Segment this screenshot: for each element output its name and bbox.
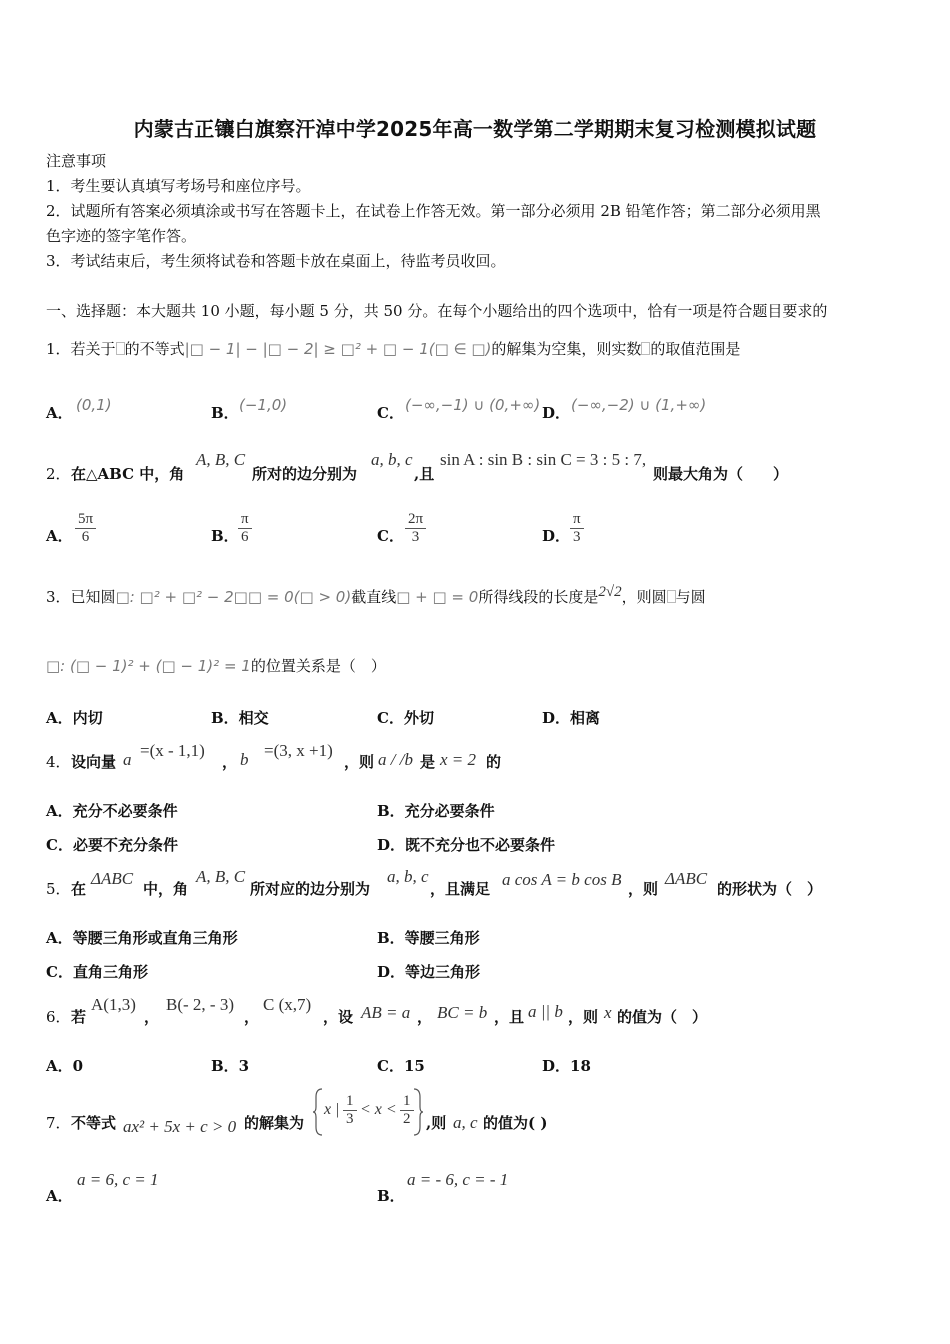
- question-text: ，则圆: [621, 588, 667, 606]
- question-7-text: 不等式: [71, 1114, 117, 1132]
- notice-item-2: 2．试题所有答案必须填涂或书写在答题卡上，在试卷上作答无效。第一部分必须用 2B 铅笔作答；第二部分必须用黑: [46, 202, 821, 220]
- inequality-formula: ax² + 5x + c > 0: [123, 1117, 237, 1136]
- question-6-number: 6．: [46, 1008, 71, 1026]
- question-7-text: 的值为( ): [483, 1114, 548, 1132]
- numerator: π: [570, 511, 584, 529]
- x-condition: x = 2: [440, 750, 477, 769]
- question-5-number: 5．: [46, 880, 71, 898]
- option-c-value: (−∞,−1) ∪ (0,+∞): [405, 396, 541, 414]
- set-inequality: < x <: [360, 1101, 397, 1118]
- line-formula: □ + □ = 0: [396, 588, 479, 606]
- section-heading: 一、选择题：本大题共 10 小题，每小题 5 分，共 50 分。在每个小题给出的四个选项中，恰有一项是符合题目要求的: [46, 302, 828, 320]
- vector-b-value: =(3, x +1): [264, 741, 333, 760]
- page-title: 内蒙古正镶白旗察汗淖中学2025年高一数学第二学期期末复习检测模拟试题: [133, 117, 817, 141]
- question-4-text: 设向量: [71, 753, 117, 771]
- option-b: B．3: [211, 1057, 250, 1075]
- option-b-label: B．: [377, 1187, 405, 1205]
- question-text: 与圆: [675, 588, 706, 606]
- question-1: [46, 340, 740, 358]
- option-d: D．相离: [542, 709, 601, 727]
- notice-heading: 注意事项: [46, 152, 107, 170]
- triangle-formula: ΔABC: [665, 869, 708, 888]
- point-c: C (x,7): [263, 995, 312, 1014]
- option-a: A．0: [46, 1057, 84, 1075]
- option-a: A．充分不必要条件: [46, 802, 178, 820]
- question-7-text: ,则: [426, 1114, 447, 1132]
- option-d: D．等边三角形: [377, 963, 481, 981]
- separator: ，: [144, 1008, 160, 1026]
- notice-item-3: 3．考试结束后，考生须将试卷和答题卡放在桌面上，待监考员收回。: [46, 252, 506, 270]
- question-2-text: 在△ABC 中，角: [71, 465, 185, 483]
- lower-bound-fraction: [343, 1093, 357, 1128]
- question-6-text: ，则: [568, 1008, 599, 1026]
- option-d: D．18: [542, 1057, 591, 1075]
- numerator: π: [238, 511, 252, 529]
- question-5-text: 所对应的边分别为: [250, 880, 371, 898]
- notice-item-2-cont: 色字迹的签字笔作答。: [46, 227, 197, 245]
- denominator: 2: [403, 1111, 411, 1127]
- question-4-text: 是: [420, 753, 436, 771]
- option-c-label: C．: [377, 404, 404, 422]
- circle-1-formula: □: □² + □² − 2□□ = 0(□ > 0): [115, 588, 352, 606]
- option-d-value: (−∞,−2) ∪ (1,+∞): [571, 396, 707, 414]
- option-a-label: A．: [46, 404, 73, 422]
- denominator: 3: [346, 1111, 354, 1127]
- option-c: C．15: [377, 1057, 425, 1075]
- separator: ，: [222, 753, 238, 771]
- point-a: A(1,3): [91, 995, 136, 1014]
- inequality-formula: |□ − 1| − |□ − 2| ≥ □² + □ − 1(□ ∈ □): [184, 340, 492, 358]
- vector-a: a: [123, 750, 132, 769]
- question-2-text: 所对的边分别为: [252, 465, 358, 483]
- option-a-label: A．: [46, 527, 73, 545]
- denominator: 6: [241, 529, 249, 545]
- question-3: [46, 583, 706, 606]
- condition-formula: a cos A = b cos B: [502, 870, 622, 889]
- question-5-text: 中，角: [143, 880, 189, 898]
- option-a-value: a = 6, c = 1: [77, 1170, 159, 1189]
- option-a-label: A．: [46, 1187, 73, 1205]
- option-d-label: D．: [542, 404, 571, 422]
- denominator: 3: [411, 529, 420, 545]
- upper-bound-fraction: [400, 1093, 414, 1128]
- question-text: 截直线: [351, 588, 397, 606]
- option-d-label: D．: [542, 527, 571, 545]
- question-number: 1．: [46, 340, 71, 358]
- question-number: 3．: [46, 588, 71, 606]
- variables-ac: a, c: [453, 1113, 478, 1132]
- formula-placeholder: [116, 342, 125, 355]
- question-6-text: ，设: [323, 1008, 354, 1026]
- numerator: 1: [343, 1093, 357, 1111]
- option-a: A．内切: [46, 709, 103, 727]
- numerator: 1: [400, 1093, 414, 1111]
- option-b-label: B．: [211, 404, 239, 422]
- option-c-label: C．: [377, 527, 404, 545]
- question-2-text: ,且: [414, 465, 435, 483]
- question-2-text: 则最大角为（ ）: [653, 465, 789, 483]
- denominator: 3: [573, 529, 581, 545]
- question-4-text: 的: [486, 753, 502, 771]
- question-7-text: 的解集为: [244, 1114, 305, 1132]
- set-variable: x |: [324, 1101, 340, 1118]
- question-7-number: 7．: [46, 1114, 71, 1132]
- question-6-text: 若: [71, 1008, 87, 1026]
- option-d: D．既不充分也不必要条件: [377, 836, 556, 854]
- question-text: 的不等式: [124, 340, 185, 358]
- question-text: 所得线段的长度是: [478, 588, 599, 606]
- sine-ratio-formula: sin A : sin B : sin C = 3 : 5 : 7,: [440, 450, 647, 469]
- variable-x: x: [604, 1003, 612, 1022]
- separator: ，: [417, 1008, 433, 1026]
- option-b: B．等腰三角形: [377, 929, 480, 947]
- separator: ，: [244, 1008, 260, 1026]
- option-a-fraction: [75, 511, 96, 546]
- option-c: C．必要不充分条件: [46, 836, 178, 854]
- question-4-number: 4．: [46, 753, 71, 771]
- vector-bc: BC = b: [437, 1003, 488, 1022]
- question-6-text: 的值为（ ）: [617, 1008, 708, 1026]
- question-2-number: 2．: [46, 465, 71, 483]
- numerator: 5π: [75, 511, 96, 529]
- option-b-fraction: [238, 511, 252, 546]
- length-formula: 2√2: [598, 584, 622, 600]
- vector-a-value: =(x - 1,1): [140, 741, 205, 760]
- option-c: C．外切: [377, 709, 434, 727]
- triangle-formula: ΔABC: [91, 869, 134, 888]
- option-d-fraction: [570, 511, 584, 546]
- sides-formula: a, b, c: [387, 867, 429, 886]
- circle-2-formula: □: (□ − 1)² + (□ − 1)² = 1: [46, 657, 251, 675]
- point-b: B(- 2, - 3): [166, 995, 234, 1014]
- question-5-text: 的形状为（ ）: [717, 880, 823, 898]
- option-a: A．等腰三角形或直角三角形: [46, 929, 238, 947]
- option-b-value: (−1,0): [239, 396, 288, 414]
- sides-formula: a, b, c: [371, 450, 413, 469]
- question-4-text: ，则: [344, 753, 375, 771]
- numerator: 2π: [405, 511, 426, 529]
- parallel-condition: a / /b: [378, 750, 413, 769]
- question-text: 的取值范围是: [650, 340, 741, 358]
- angles-formula: A, B, C: [196, 867, 246, 886]
- question-6-text: ，且: [494, 1008, 525, 1026]
- denominator: 6: [81, 529, 90, 545]
- option-b-label: B．: [211, 527, 239, 545]
- formula-placeholder: [667, 590, 676, 603]
- question-text: 已知圆: [70, 588, 116, 606]
- question-3-cont: [46, 657, 386, 675]
- option-a-value: (0,1): [76, 396, 112, 414]
- notice-item-1: 1．考生要认真填写考场号和座位序号。: [46, 177, 311, 195]
- angles-formula: A, B, C: [196, 450, 246, 469]
- vector-ab: AB = a: [361, 1003, 411, 1022]
- option-c: C．直角三角形: [46, 963, 148, 981]
- question-text: 若关于: [70, 340, 116, 358]
- question-5-text: 在: [71, 880, 87, 898]
- option-b: B．充分必要条件: [377, 802, 495, 820]
- question-text: 的位置关系是（ ）: [250, 657, 386, 675]
- question-text: 的解集为空集，则实数: [491, 340, 642, 358]
- parallel-condition: a || b: [528, 1002, 563, 1021]
- option-b: B．相交: [211, 709, 269, 727]
- option-c-fraction: [405, 511, 426, 546]
- option-b-value: a = - 6, c = - 1: [407, 1170, 509, 1189]
- solution-set: [313, 1087, 423, 1137]
- question-5-text: ，则: [628, 880, 659, 898]
- vector-b: b: [240, 750, 249, 769]
- question-5-text: ，且满足: [430, 880, 491, 898]
